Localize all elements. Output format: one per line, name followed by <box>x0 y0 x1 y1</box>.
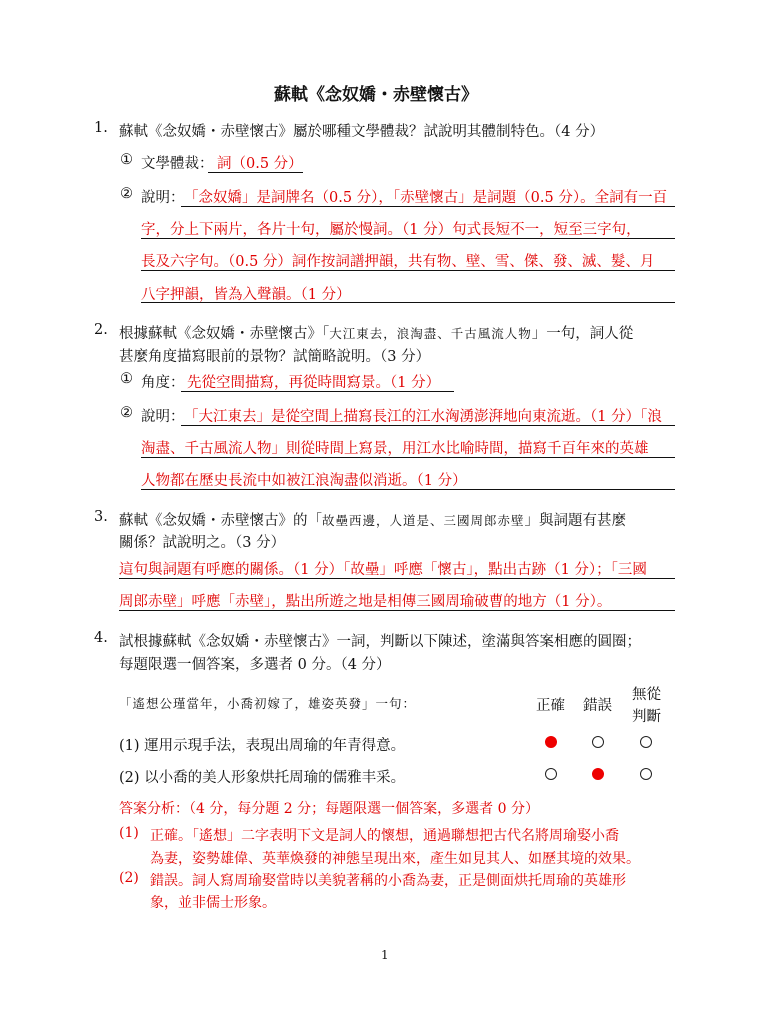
item2-option-unknown[interactable] <box>640 768 652 780</box>
q1-sub1-label: 文學體裁： <box>141 156 214 172</box>
q2-sub2-answer-line1: 「大江東去」是從空間上描寫長江的江水洶湧澎湃地向東流逝。（1 分）「浪 <box>184 409 662 425</box>
item1-option-false[interactable] <box>592 736 604 748</box>
q1-sub2-answer-line4: 八字押韻，皆為入聲韻。（1 分） <box>141 287 351 303</box>
item2-option-true[interactable] <box>545 768 557 780</box>
q1-sub2-answer-line2: 字，分上下兩片，各片十句，屬於慢詞。（1 分）句式長短不一，短至三字句， <box>141 222 641 238</box>
analysis-1-number: (1) <box>119 825 139 841</box>
q4-number: 4. <box>94 630 108 646</box>
analysis-2-number: (2) <box>119 870 139 886</box>
item2-option-false[interactable] <box>592 768 604 780</box>
q4-text-line1: 試根據蘇軾《念奴嬌・赤壁懷古》一詞，判斷以下陳述，塗滿與答案相應的圓圈； <box>119 634 641 650</box>
page-title: 蘇軾《念奴嬌・赤壁懷古》 <box>274 85 478 105</box>
item1-option-unknown[interactable] <box>640 736 652 748</box>
q4-item-2: (2) 以小喬的美人形象烘托周瑜的儒雅丰采。 <box>119 770 406 786</box>
col-header-true: 正確 <box>536 698 565 714</box>
q1-sub2-underline-1 <box>181 206 675 207</box>
analysis-1-line1: 正確。「遙想」二字表明下文是詞人的懷想，通過聯想把古代名將周瑜娶小喬 <box>150 828 619 844</box>
analysis-title: 答案分析：（4 分，每分題 2 分；每題限選一個答案，多選者 0 分） <box>119 801 539 817</box>
q2-sub2-answer-line2: 淘盡、千古風流人物」則從時間上寫景，用江水比喻時間，描寫千百年來的英雄 <box>141 441 649 457</box>
q1-text: 蘇軾《念奴嬌・赤壁懷古》屬於哪種文學體裁？試說明其體制特色。（4 分） <box>119 124 605 140</box>
q3-number: 3. <box>94 509 108 525</box>
q3-underline-1 <box>119 578 675 579</box>
analysis-2-line1: 錯誤。詞人寫周瑜娶當時以美貌著稱的小喬為妻，正是側面烘托周瑜的英雄形 <box>150 873 626 889</box>
col-header-unknown-line1: 無從 <box>632 687 661 703</box>
q1-sub2-answer-line3: 長及六字句。（0.5 分）詞作按詞譜押韻，共有物、壁、雪、傑、發、滅、髮、月 <box>141 254 655 270</box>
q2-sub1-label: 角度： <box>141 375 185 391</box>
q3-underline-2 <box>119 610 675 611</box>
analysis-1-line2: 為妻，姿勢雄偉、英華煥發的神態呈現出來，產生如見其人、如歷其境的效果。 <box>150 851 640 867</box>
q1-number: 1. <box>94 120 108 136</box>
q2-text-line2: 甚麼角度描寫眼前的景物？試簡略說明。（3 分） <box>119 349 431 365</box>
q2-text-line1: 根據蘇軾《念奴嬌・赤壁懷古》「大江東去，浪淘盡、千古風流人物」一句，詞人從 <box>119 326 634 342</box>
q1-sub2-label: 說明： <box>141 190 185 206</box>
col-header-false: 錯誤 <box>583 698 612 714</box>
q1-sub2-underline-4 <box>141 302 675 303</box>
q1-sub2-underline-3 <box>141 270 675 271</box>
q3-answer-line1: 這句與詞題有呼應的關係。（1 分）「故壘」呼應「懷古」，點出古跡（1 分）；「三國 <box>119 562 647 578</box>
col-header-unknown-line2: 判斷 <box>632 709 661 725</box>
q2-number: 2. <box>94 322 108 338</box>
q2-sub2-answer-line3: 人物都在歷史長流中如被江浪淘盡似消逝。（1 分） <box>141 473 467 489</box>
q1-sub2-underline-2 <box>141 238 675 239</box>
q2-sub2-underline-1 <box>181 425 675 426</box>
q3-text-line2: 關係？試說明之。（3 分） <box>119 535 286 551</box>
q2-sub1-mark: ① <box>120 371 133 387</box>
q1-sub2-mark: ② <box>120 186 133 202</box>
q2-sub2-mark: ② <box>120 405 133 421</box>
item1-option-true[interactable] <box>545 736 557 748</box>
q4-item-1: (1) 運用示現手法，表現出周瑜的年青得意。 <box>119 738 406 754</box>
q2-sub1-underline <box>181 391 454 392</box>
q2-sub2-underline-2 <box>141 457 675 458</box>
q1-sub2-answer-line1: 「念奴嬌」是詞牌名（0.5 分），「赤壁懷古」是詞題（0.5 分）。全詞有一百 <box>184 190 668 206</box>
q1-sub1-mark: ① <box>120 152 133 168</box>
q2-sub2-underline-3 <box>141 489 675 490</box>
q4-text-line2: 每題限選一個答案，多選者 0 分。（4 分） <box>119 657 391 673</box>
q3-answer-line2: 周郎赤壁」呼應「赤壁」，點出所遊之地是相傳三國周瑜破曹的地方（1 分）。 <box>119 594 612 610</box>
q2-sub1-answer: 先從空間描寫，再從時間寫景。（1 分） <box>187 375 441 391</box>
q2-sub2-label: 說明： <box>141 409 185 425</box>
q3-text-line1: 蘇軾《念奴嬌・赤壁懷古》的「故壘西邊，人道是、三國周郎赤壁」與詞題有甚麼 <box>119 513 627 529</box>
q1-sub1-underline <box>208 172 303 173</box>
q1-sub1-answer: 詞（0.5 分） <box>217 156 303 172</box>
q4-quote-line: 「遙想公瑾當年，小喬初嫁了，雄姿英發」一句： <box>119 696 417 711</box>
page-number: 1 <box>381 948 389 962</box>
analysis-2-line2: 象，並非儒士形象。 <box>150 895 276 911</box>
